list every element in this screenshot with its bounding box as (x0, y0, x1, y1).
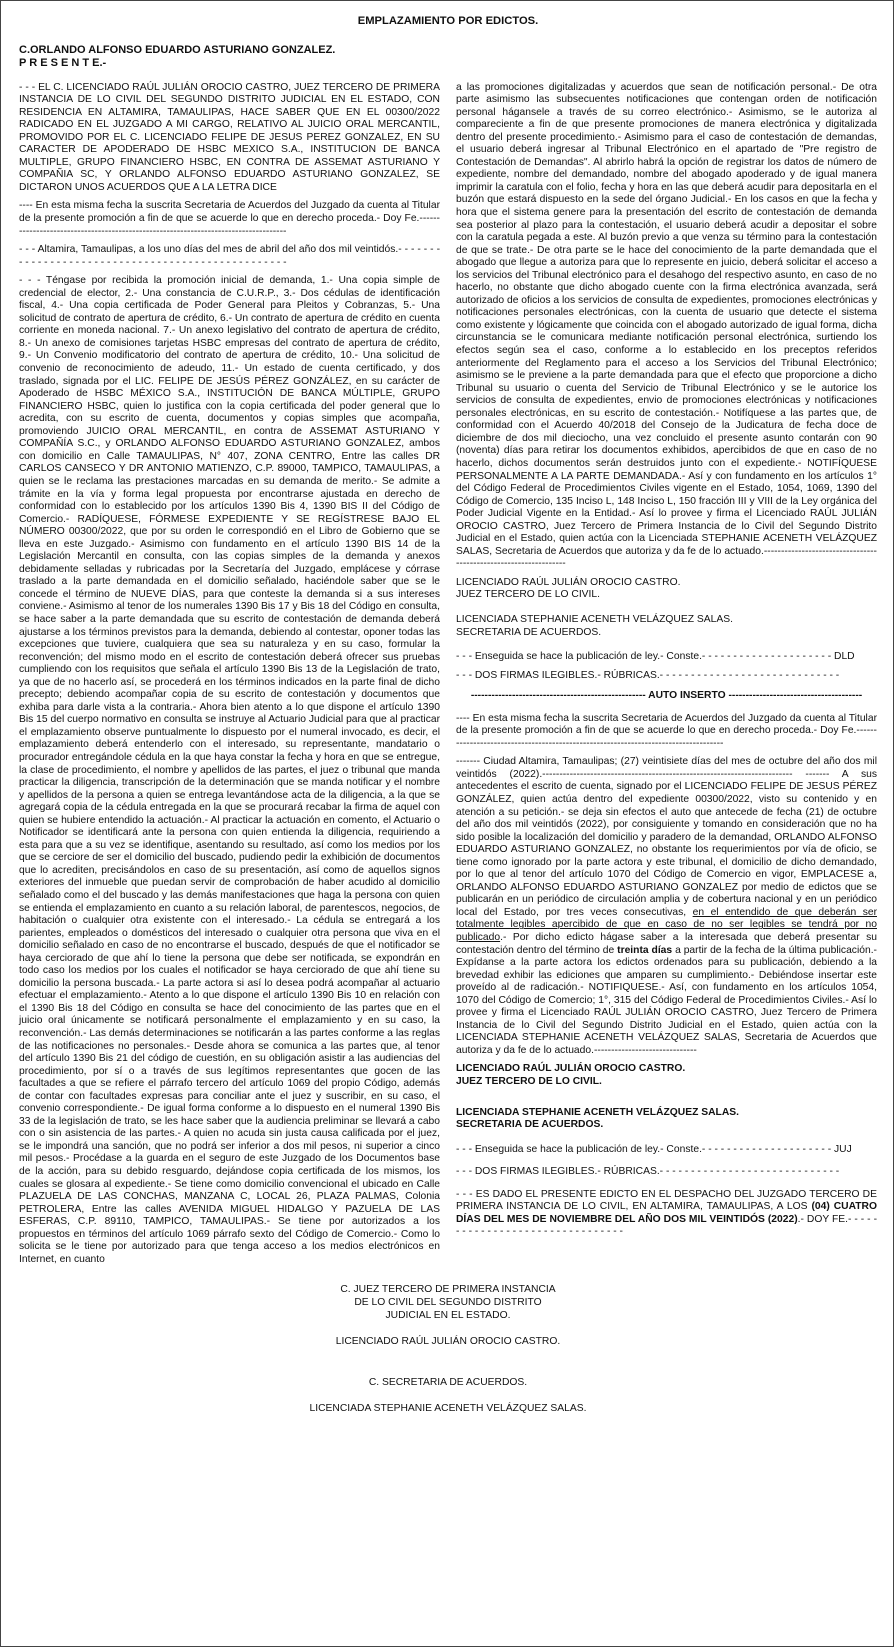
signature-judge-1 (456, 577, 877, 602)
auto-inserto-divider: --------------------------------------------------- AUTO INSERTO --------------------------------------- (470, 690, 863, 702)
signature-secretary-1-title: SECRETARIA DE ACUERDOS. (456, 626, 602, 638)
conste-line-2: - - - Enseguida se hace la publicación de ley.- Conste.- - - - - - - - - - - - - - - - - - - - - JUJ (456, 1143, 852, 1155)
acuerdo-paragraph: - - - Téngase por recibida la promoción inicial de demanda, 1.- Una copia simple de credencial de elector, 2.- Una constancia de C.U.R.P., 3.- Dos cédulas de identificación fiscal, 4.- Una copia certificada de Poder General para Pleitos y Cobranzas, 5.- Una solicitud de contrato de apertura de crédito, 6.- Un contrato de apertura de crédito en cuenta corriente en moneda nacional. 7.- Un anexo legislativo del contrato de apertura de crédito, 8.- Un anexo de comisiones tarjetas HSBC empresas del contrato de apertura de crédito, 9.- Un Convenio modificatorio del contrato de apertura de crédito, 10.- Una solicitud de convenio de reconocimiento de adeudo, 11.- Un estado de cuenta certificado, y dos traslado, signada por el LIC. FELIPE DE JESÚS PÉREZ GONZÁLEZ, en su carácter de Apoderado de HSBC MÉXICO S.A., INSTITUCIÓN DE BANCA MÚLTIPLE, GRUPO FINANCIERO HSBC, quien lo justifica con la copia certificada del poder general que lo acredita, con su escrito de cuenta, documentos y copias simples que acompaña, promoviendo JUICIO ORAL MERCANTIL, en contra de ASSEMAT ASTURIANO Y COMPAÑÍA S.C., y ORLANDO ALFONSO EDUARDO ASTURIANO GONZALEZ, ambos con domicilio en Calle TAMAULIPAS, N° 407, ZONA CENTRO, Entre las calles DR CARLOS CANSECO Y DR ANTONIO MATIENZO, C.P. 89000, TAMPICO, TAMAULIPAS, a quien se le reclama las prestaciones marcadas en su demanda de merito.- Se admite a trámite en la vía y forma legal propuesta por encontrarse ajustada en derecho de conformidad con lo establecido por los artículos 1390 Bis 4, 1390 BIS II del Código de Comercio.- RADÍQUESE, FÓRMESE EXPEDIENTE Y SE REGÍSTRESE BAJO EL NÚMERO 00300/2022, que por su orden le correspondió en el Libro de Gobierno que se lleva en este Juzgado.- Asimismo con fundamento en el artículo 1390 BIS 14 de la Legislación Mercantil en consulta, con las copias simples de la demanda y anexos debidamente selladas y rubricadas por la Secretaría del Juzgado, emplácese y córrase traslado a la parte demandada en el domicilio señalado, haciéndole saber que se le concede el término de NUEVE DÍAS, para que conteste la demanda si a sus intereses conviene.- Asimismo al tenor de los numerales 1390 Bis 17 y Bis 18 del Código en consulta, se hace saber a la parte demandada que su escrito de contestación de demanda deberá ajustarse a los términos previstos para la demanda, debiendo al contestar, oponer todas las excepciones que tuviere, cualquiera que sea su naturaleza y en su caso, formular la reconvención; del mismo modo en el escrito de contestación deberá ofrecer sus pruebas cumpliendo con los requisitos que señala el artículo 1390 Bis 13 de la Legislación de trato, ya que de no hacerlo así, se procederá en los términos indicados en la parte final de dicho precepto; debiendo acompañar copia de su escrito de contestación y documentos que exhiba para darle vista a la contraria.- Ahora bien atento a lo que dispone el artículo 1390 Bis 15 del cuerpo normativo en consulta se instruye al Actuario Judicial para que al practicar el emplazamiento observe puntualmente lo dispuesto por el numeral invocado, es decir, el emplazamiento deberá entenderlo con el interesado, su representante, mandatario o procurador entregándole cédula en la que haya constar la fecha y hora en que se entregue, la clase de procedimiento, el nombre y apellidos de las partes, el juez o tribunal que manda practicar la diligencia, transcripción de la determinación que se manda notificar y el nombre y apellidos de la persona a quien se entrega levantándose acta de la diligencia, a la que se agregará copia de la cédula entregada en la que se procurará recabar la firma de aquel con quien se hubiere entendido la actuación.- Al practicar la actuación en comento, el Actuario o Notificador se identificará ante la persona con quien entienda la diligencia, requiriendo a esta para que a su vez se identifique, asentando su resultado, así como los medios por los que se cerciore de ser el domicilio del buscado, pudiendo pedir la exhibición de documentos que lo acrediten, precisándolos en caso de su presentación, así como de aquellos signos exteriores del inmueble que puedan servir de comprobación de haber acudido al domicilio señalado como el del buscado y las demás manifestaciones que haga la persona con quien se entienda el emplazamiento en cuanto a su relación laboral, de parentescos, negocios, de habitación o cualquier otra existente con el interesado.- La cédula se entregará a los parientes, empleados o domésticos del interesado o cualquier otra persona que viva en el domicilio señalado en caso de no encontrarse el buscado, después de que el notificador se haya cerciorado de que ahí lo tiene la persona que debe ser notificada, se expondrán en todo caso los medios por los cuales el notificador se haya cerciorado de que ahí tiene su domicilio la persona buscada.- La parte actora si así lo desea podrá acompañar al actuario efectuar el emplazamiento.- Atento a lo que dispone el artículo 1390 Bis 10 en relación con el 1390 Bis 18 del Código en consulta se hace del conocimiento de las partes que en el juicio oral únicamente se notificará personalmente el emplazamiento y en su caso, la reconvención.- Las demás determinaciones se notificarán a las partes conforme a las reglas de las notificaciones no personales.- Desde ahora se comunica a las partes que, al tenor del artículo 1390 Bis 21 del código de cuestión, en su obligación asistir a las audiencias del procedimiento, por sí o a través de sus legítimos representantes que gocen de las facultades a que se refiere el párrafo tercero del artículo 1069 del propio Código, además de contar con facultades expresas para conciliar ante el juez y suscribir, en su caso, el convenio correspondiente.- De igual forma conforme a lo dispuesto en el numeral 1390 Bis 33 de la legislación de trato, se les hace saber que la audiencia preliminar se llevará a cabo con o sin asistencia de las partes.- A quien no acuda sin justa causa calificada por el juez, se le impondrá una sanción, que no podrá ser inferior a dos mil pesos, ni superior a cinco mil pesos.- Procédase a la guarda en el seguro de este Juzgado de los Documentos base de la acción, para su debido resguardo, dejándose copia certificada de los mismos, los cuales se glosara al expediente.- Se tiene como domicilio convencional el ubicado en Calle PLAZUELA DE LAS CONCHAS, MANZANA C, LOCAL 26, PLAZA PALMAS, Colonia PETROLERA, Entre las calles AVENIDA MIGUEL HIDALGO Y PAZUELA DE LAS ESFERAS, C.P. 89110, TAMPICO, TAMAULIPAS.- Se tiene por autorizados a los propuestos en términos del artículo 1069 párrafo sexto del Código de Comercio.- Como lo solicita se le tiene por autorizado para que tenga acceso a los medios electrónicos en Internet, en cuanto (19, 275, 440, 1265)
footer-secretary-title: C. SECRETARIA DE ACUERDOS. (368, 1376, 528, 1388)
cuenta-paragraph: ---- En esta misma fecha la suscrita Secretaria de Acuerdos del Juzgado da cuenta al Titular de la presente promoción a fin de que se acuerde lo que en derecho proceda.- Doy Fe.------------------------------------------------------------------------------------ (19, 200, 440, 237)
conste-line-1: - - - Enseguida se hace la publicación de ley.- Conste.- - - - - - - - - - - - - - - - - - - - - DLD (456, 651, 855, 663)
left-column (19, 82, 440, 1273)
footer-block (19, 1284, 877, 1416)
auto-cuenta-paragraph: ---- En esta misma fecha la suscrita Secretaria de Acuerdos del Juzgado da cuenta al Titular de la presente promoción a fin de que se acuerde lo que en derecho proceda.- Doy Fe.------------------------------------------------------------------------------------ (456, 712, 877, 749)
signature-secretary-1 (456, 614, 877, 639)
signature-secretary-2 (456, 1107, 877, 1132)
firmas-line-1: - - - DOS FIRMAS ILEGIBLES.- RÚBRICAS.- - - - - - - - - - - - - - - - - - - - - - - - - - - - - (456, 669, 840, 681)
signature-secretary-2-title: SECRETARIA DE ACUERDOS. (456, 1119, 604, 1131)
signature-judge-1-name: LICENCIADO RAÚL JULIÁN OROCIO CASTRO. (456, 576, 681, 588)
date-paragraph: - - - Altamira, Tamaulipas, a los uno días del mes de abril del año dos mil veintidós.- - - - - - - - - - - - - - - - - - - - - - - - - - - - - - - - - - - - - - - - - - - - - - - - - - (19, 244, 440, 268)
footer-line-3: JUDICIAL EN EL ESTADO. (385, 1309, 511, 1321)
addressee-block (19, 44, 877, 70)
signature-secretary-2-name: LICENCIADA STEPHANIE ACENETH VELÁZQUEZ SALAS. (456, 1106, 739, 1118)
final-edict-date: (04) CUATRO DÍAS DEL MES DE NOVIEMBRE DEL AÑO DOS MIL VEINTIDÓS (2022) (456, 1201, 877, 1225)
auto-body-text: ------- Ciudad Altamira, Tamaulipas; (27) veintisiete días del mes de octubre del año dos mil veintidós (2022).------------------------------------------------------------------------- ------- A sus antecedentes el escrito de cuenta, signado por el LICENCIADO FELIPE DE JESUS PÉREZ GONZÁLEZ, quien actúa dentro del expediente 00300/2022, visto su contenido y en atención a su petición.- se deja sin efectos el auto que antecede de fecha (21) de octubre del año dos mil veintidós (2022), por consiguiente y tomando en consideración que no ha sido posible la localización del domicilio y paradero de la demandad, ORLANDO ALFONSO EDUARDO ASTURIANO GONZALEZ, no obstante los requerimientos por vía de oficio, se tiene como ignorado por la parte actora y este tribunal, el domicilio de dicho demandado, por lo que al tenor del artículo 1070 del Código de Comercio en vigor, EMPLACESE a, ORLANDO ALFONSO EDUARDO ASTURIANO GONZALEZ por medio de edictos que se publicarán en un periódico de circulación amplia y de cobertura nacional y en un periódico local del Estado, por tres veces consecutivas, (456, 756, 877, 918)
signature-judge-2-name: LICENCIADO RAÚL JULIÁN OROCIO CASTRO. (456, 1063, 686, 1075)
auto-body-rest: a partir de la fecha de la última publicación.- Expídanse a la parte actora los edictos ordenados para su publicación, debiendo a la brevedad exhibir las ediciones que amparen su cumplimiento.- Debiéndose insertar este proveído al de radicación.- NOTIFIQUESE.- Así, con fundamento en los artículos 1054, 1070 del Código de Comercio; 1°, 315 del Código Federal de Procedimientos Civiles.- Así lo provee y firma el Licenciado RAÚL JULIÁN OROCIO CASTRO, Juez Tercero de Primera Instancia de lo Civil del Segundo Distrito Judicial en el Estado, quien actúa con la LICENCIADA STEPHANIE ACENETH VELÁZQUEZ SALAS, Secretaria de Acuerdos que autoriza y da fe de lo actuado.------------------------------ (456, 944, 877, 1056)
document-title: EMPLAZAMIENTO POR EDICTOS. (357, 15, 539, 27)
auto-body-term-intro: .- Por dicho edicto hágase saber a la interesada que deberá presentar su contestación dentro del término de (456, 932, 877, 956)
addressee-name: C.ORLANDO ALFONSO EDUARDO ASTURIANO GONZALEZ. (19, 43, 336, 56)
footer-court (19, 1284, 877, 1322)
final-edict-post: .- DOY FE.- - - - - - - - - - - - - - - - - - - - - - - - - - - - - - - - (456, 1213, 877, 1238)
footer-line-1: C. JUEZ TERCERO DE PRIMERA INSTANCIA (340, 1284, 556, 1296)
acuerdo-continuation-paragraph: a las promociones digitalizadas y acuerdos que sean de notificación personal.- De otra parte asimismo las subsecuentes notificaciones que contengan orden de notificación personal hágansele a través de su correo electrónico.- Asimismo, se le autoriza al compareciente a fin de que presente promociones de manera electrónica y digitalizada dentro del presente procedimiento.- Asimismo para el caso de contestación de demandas, el usuario deberá ingresar al Tribunal Electrónico en el apartado de "Pre registro de Contestación de Demandas". Al abrirlo habrá la opción de registrar los datos de número de expediente, nombre del demandado, nombre del abogado apoderado y de igual manera imprimir la caratula con el folio, fecha y hora en las que deberá acudir para depositarla en el buzón que estará dispuesto en la sede del órgano Judicial.- En los casos en que la fecha y hora que el sistema genere para la presentación del escrito de contestación de demanda sea posterior al plazo para la contestación, el usuario deberá acudir a depositar el sobre con la caratula pegada a este. Al buzón previo a que venza su término para la contestación de que se trate.- De otra parte se le hace del conocimiento de la parte demandada que el abogado que llegue a autoriza para que lo represente en juicio, deberá solicitar el acceso a los servicios del Tribunal electrónico para el desahogo del respectivo asunto, en caso de no hacerlo, no obstante que dicho abogado cuente con la firma electrónica avanzada, será autorizado de oficios a los servicios de consulta de expedientes, promociones electrónicas y notificaciones personales electrónicas, con la cuenta de usuario que detecte el sistema como existente y lógicamente que coincida con el abogado autorizado de igual forma, dicha circunstancia se le comunicara mediante notificación personal electrónica, surtiendo los efectos según sea el caso, conforme a lo establecido en los preceptos referidos anteriormente del Reglamento para el acceso a los Servicios del Tribunal Electrónico; asimismo se le previene a la parte demandada para que el efecto que proporcione a dicho Tribunal su usuario o cuenta del Servicio de Tribunal Electrónico y se le autorice los servicios de consulta de expedientes, envio de promociones electrónicas y notificaciones personales electrónicas, en su escrito de contestación.- Notifíquese a las partes que, de conformidad con el Acuerdo 40/2018 del Consejo de la Judicatura de fecha doce de diciembre de dos mil dieciocho, una vez concluido el presente asunto contarán con 90 (noventa) días para retirar los documentos exhibidos, apercibidos de que en caso de no hacerlo, dichos documentos serán destruidos junto con el expediente.- NOTIFÍQUESE PERSONALMENTE A LA PARTE DEMANDADA.- Así y con fundamento en los artículos 1° del Código Federal de Procedimientos Civiles vigente en el Estado, 1054, 1069, 1390 del Código de Comercio, 135 Inciso L, 148 Inciso L, 150 fracción III y VIII de la Ley orgánica del Poder Judicial Vigente en la Entidad.- Así lo provee y firma el Licenciado RAÚL JULIÁN OROCIO CASTRO, Juez Tercero de Primera Instancia de lo Civil del Segundo Distrito Judicial en el Estado, quien actúa con la Licenciada STEPHANIE ACENETH VELÁZQUEZ SALAS, Secretaria de Acuerdos que autoriza y da fe de lo actuado.----------------------------------------------------------------- (456, 81, 877, 570)
signature-secretary-1-name: LICENCIADA STEPHANIE ACENETH VELÁZQUEZ SALAS. (456, 613, 733, 625)
footer-judge-name: LICENCIADO RAÚL JULIÁN OROCIO CASTRO. (335, 1336, 561, 1348)
final-edict-pre: - - - ES DADO EL PRESENTE EDICTO EN EL DESPACHO DEL JUZGADO TERCERO DE PRIMERA INSTANCIA DE LO CIVIL, EN ALTAMIRA, TAMAULIPAS, A LOS (456, 1188, 877, 1213)
right-column (456, 82, 877, 1245)
intro-paragraph: - - - EL C. LICENCIADO RAÚL JULIÁN OROCIO CASTRO, JUEZ TERCERO DE PRIMERA INSTANCIA DE LO CIVIL DEL SEGUNDO DISTRITO JUDICIAL EN EL ESTADO, CON RESIDENCIA EN ALTAMIRA, TAMAULIPAS, HACE SABER QUE EN EL 00300/2022 RADICADO EN EL JUZGADO A MI CARGO, RELATIVO AL JUICIO ORAL MERCANTIL, PROMOVIDO POR EL C. LICENCIADO FELIPE DE JESUS PEREZ GONZALEZ, EN SU CARACTER DE APODERADO DE HSBC MEXICO S.A., INSTITUCION DE BANCA MULTIPLE, GRUPO FINANCIERO HSBC, EN CONTRA DE ASSEMAT ASTURIANO Y COMPAÑIA SC, Y ORLANDO ALFONSO EDUARDO ASTURIANO GONZALEZ, SE DICTARON UNOS ACUERDOS QUE A LA LETRA DICE (19, 81, 440, 193)
term-treinta-dias: treinta días (617, 944, 673, 956)
footer-secretary-name: LICENCIADA STEPHANIE ACENETH VELÁZQUEZ SALAS. (309, 1403, 587, 1415)
firmas-line-2: - - - DOS FIRMAS ILEGIBLES.- RÚBRICAS.- - - - - - - - - - - - - - - - - - - - - - - - - - - - - (456, 1166, 840, 1178)
two-column-body (19, 82, 877, 1273)
signature-judge-2 (456, 1063, 877, 1088)
auto-body-paragraph (456, 756, 877, 1057)
addressee-presente: P R E S E N T E.- (19, 56, 107, 69)
signature-judge-1-title: JUEZ TERCERO DE LO CIVIL. (456, 589, 600, 601)
final-edict-paragraph (456, 1189, 877, 1239)
signature-judge-2-title: JUEZ TERCERO DE LO CIVIL. (456, 1076, 602, 1088)
footer-line-2: DE LO CIVIL DEL SEGUNDO DISTRITO (354, 1297, 542, 1308)
legibility-warning: en el entendido de que deberán ser totalmente legibles apercibido de que en caso de no ser legibles se tendrá por no publicado (456, 906, 877, 943)
